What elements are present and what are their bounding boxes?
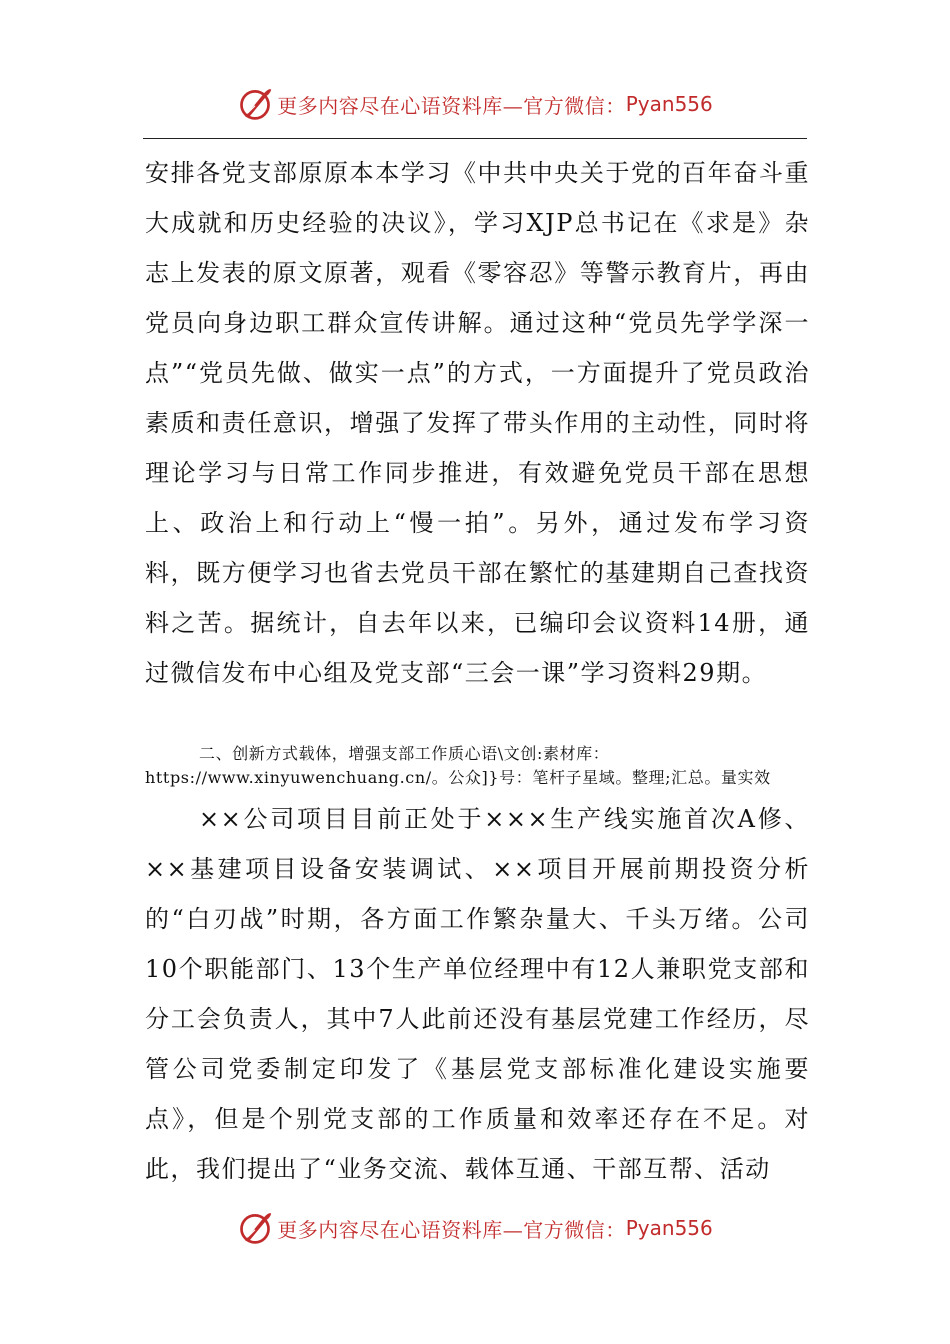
footer-banner bbox=[0, 1206, 950, 1250]
body-paragraph-1: 安排各党支部原原本本学习《中共中央关于党的百年奋斗重大成就和历史经验的决议》，学习XJP总书记在《求是》杂志上发表的原文原著，观看《零容忍》等警示教育片，再由党员向身边职工群众宣传讲解。通过这种“党员先学学深一点”“党员先做、做实一点”的方式，一方面提升了党员政治素质和责任意识，增强了发挥了带头作用的主动性，同时将理论学习与日常工作同步推进，有效避免党员干部在思想上、政治上和行动上“慢一拍”。另外，通过发布学习资料，既方便学习也省去党员干部在繁忙的基建期自己查找资料之苦。据统计，自去年以来，已编印会议资料14册，通过微信发布中心组及党支部“三会一课”学习资料29期。 bbox=[145, 159, 810, 687]
header-wechat-id: Pyan556 bbox=[625, 92, 713, 116]
header-banner-text: 更多内容尽在心语资料库—官方微信： bbox=[277, 93, 626, 118]
header-banner bbox=[0, 82, 950, 126]
quill-logo-icon bbox=[237, 86, 273, 122]
section-heading-2: 二、创新方式载体，增强支部工作质心语\文创:素材库：https://www.xinyuwenchuang.cn/。公众]}号：笔杆子星域。整理;汇总。量实效 bbox=[145, 744, 771, 787]
quill-logo-icon bbox=[237, 1210, 273, 1246]
footer-banner-text: 更多内容尽在心语资料库—官方微信： bbox=[277, 1217, 626, 1242]
header-divider bbox=[143, 138, 807, 139]
body-paragraph-2: ××公司项目目前正处于×××生产线实施首次A修、××基建项目设备安装调试、××项目开展前期投资分析的“白刃战”时期，各方面工作繁杂量大、千头万绪。公司10个职能部门、13个生产单位经理中有12人兼职党支部和分工会负责人，其中7人此前还没有基层党建工作经历，尽管公司党委制定印发了《基层党支部标准化建设实施要点》，但是个别党支部的工作质量和效率还存在不足。对此，我们提出了“业务交流、载体互通、干部互帮、活动 bbox=[145, 805, 810, 1183]
footer-wechat-id: Pyan556 bbox=[625, 1216, 713, 1240]
